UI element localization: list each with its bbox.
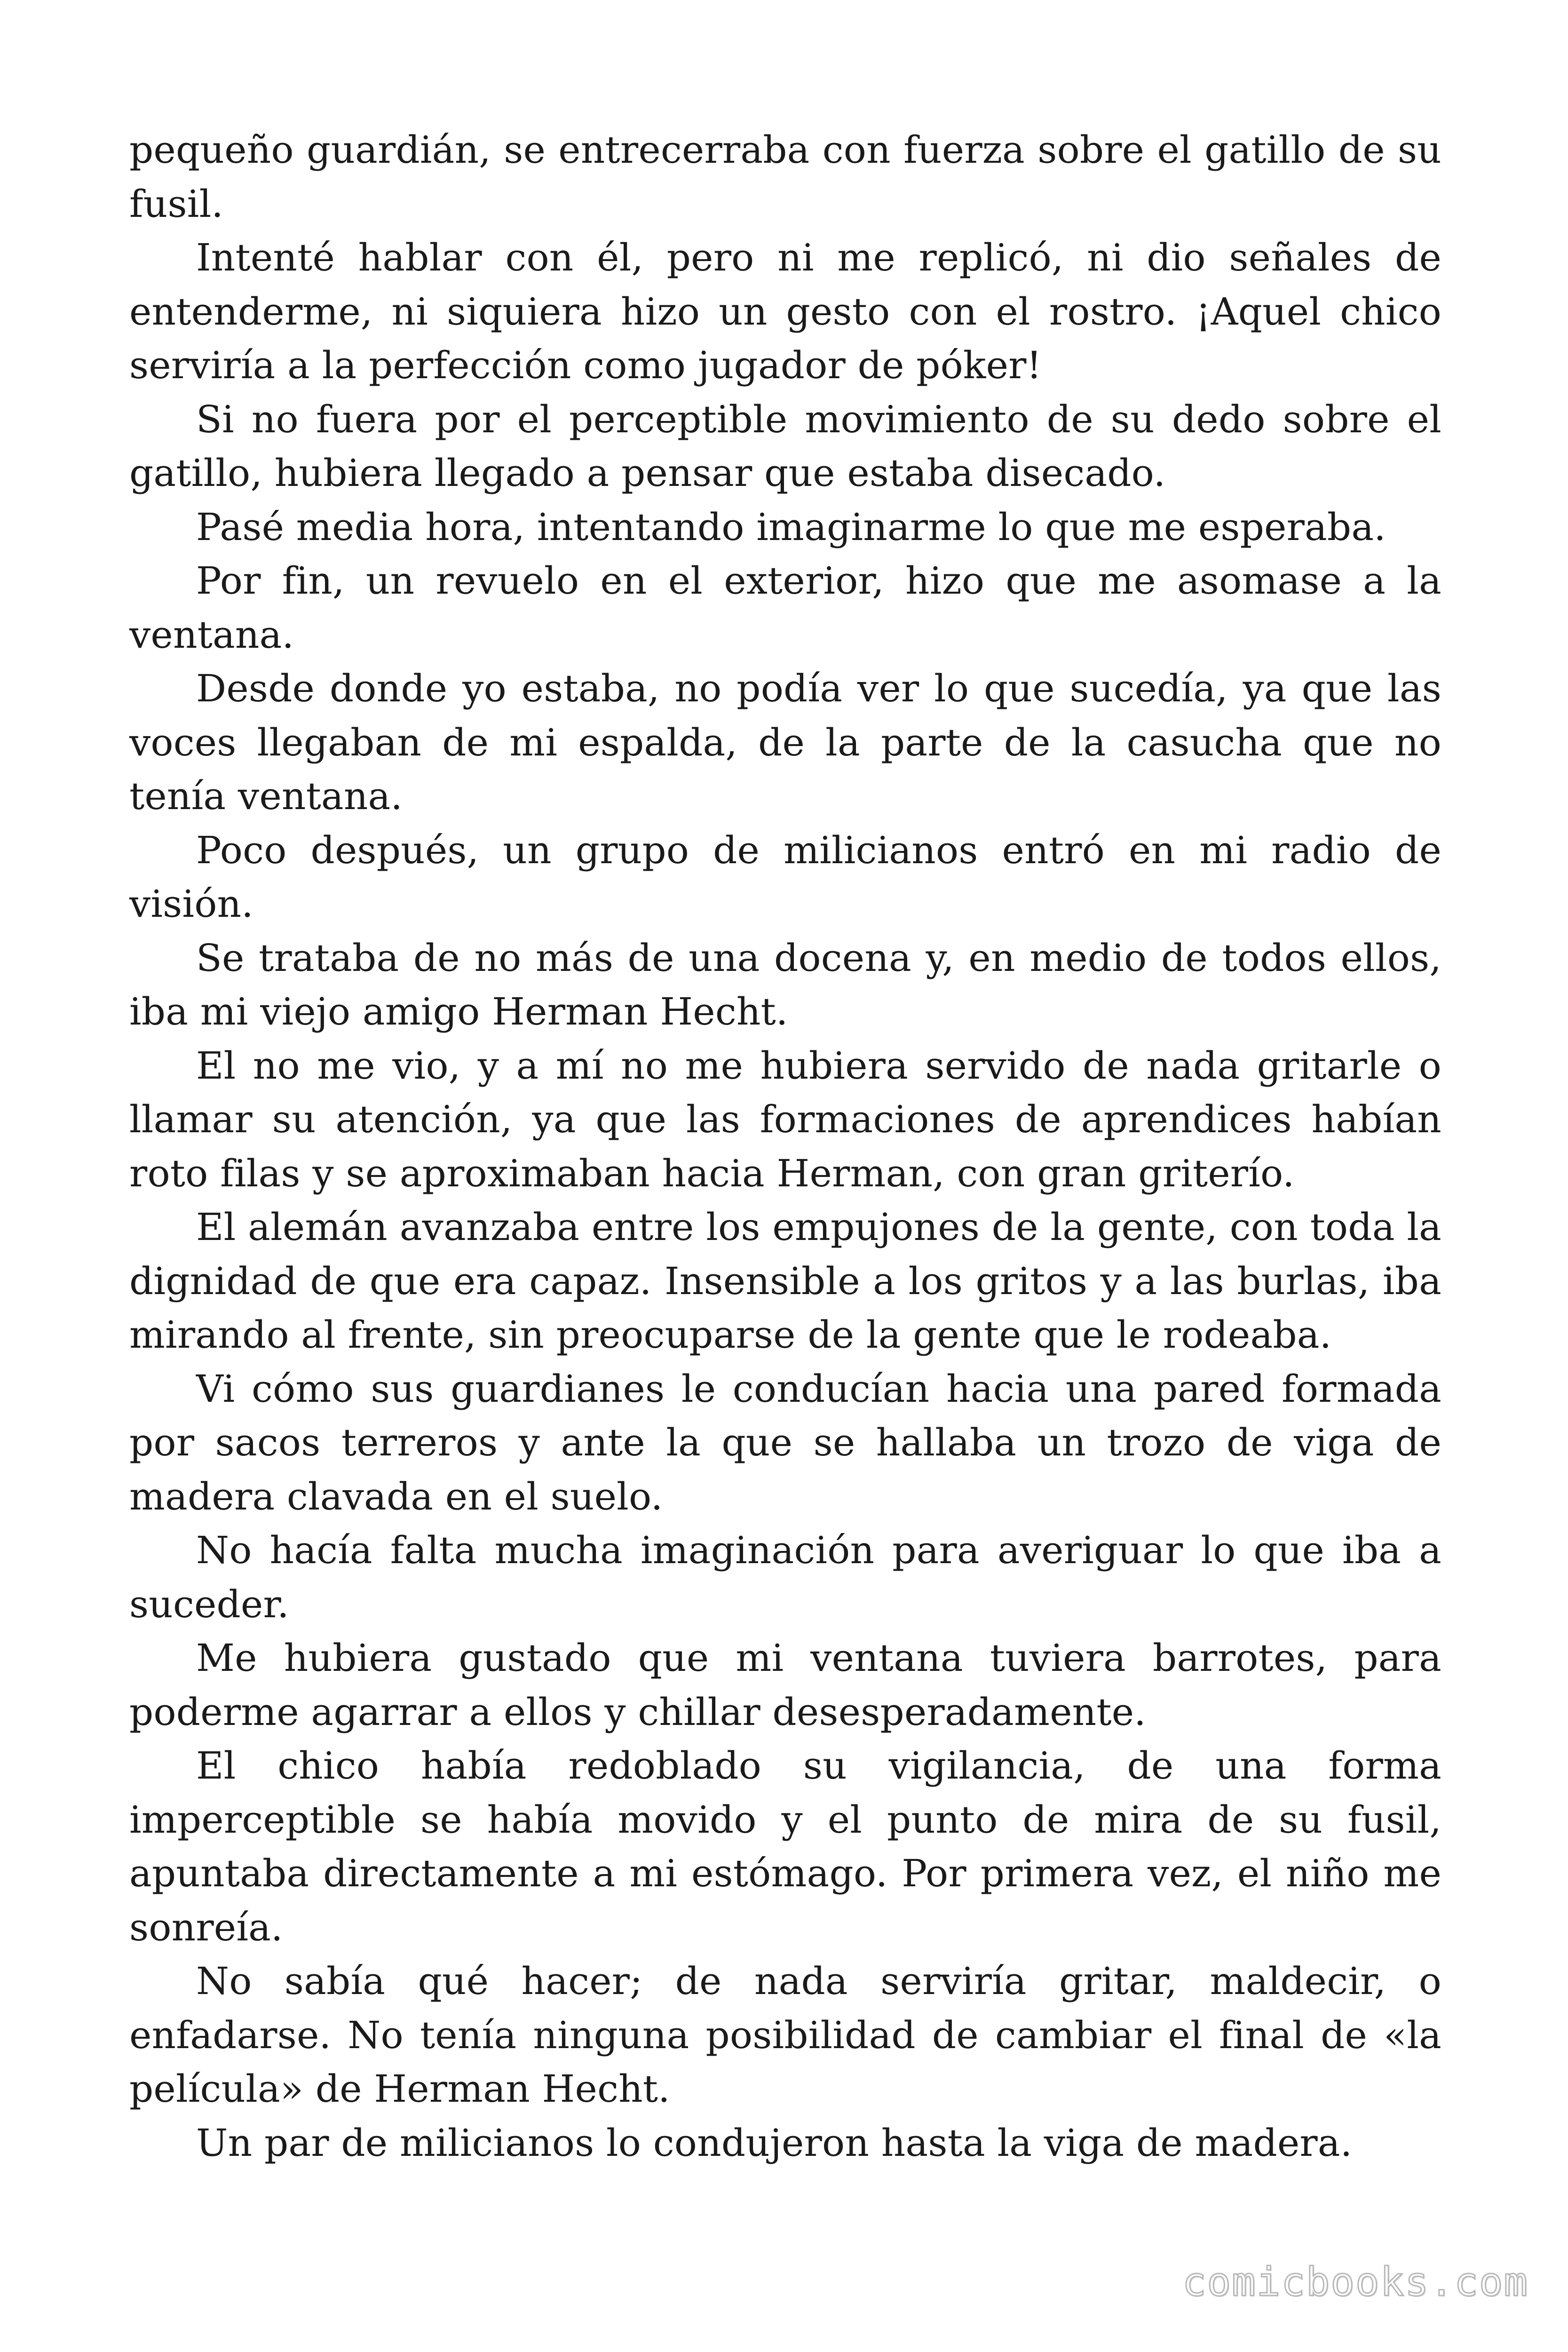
paragraph-7: Poco después, un grupo de milicianos entró en mi radio de visión. <box>129 828 1441 926</box>
paragraph-3: Si no fuera por el perceptible movimiento de su dedo sobre el gatillo, hubiera llegado a pensar que estaba disecado. <box>129 397 1441 495</box>
paragraph-1: pequeño guardián, se entrecerraba con fuerza sobre el gatillo de su fusil. <box>129 128 1441 226</box>
paragraph-10: El alemán avanzaba entre los empujones de la gente, con toda la dignidad de que era capaz. Insensible a los gritos y a las burlas, iba mirando al frente, sin preocuparse de la gente que le rodeaba. <box>129 1205 1441 1357</box>
paragraph-14: El chico había redoblado su vigilancia, de una forma imperceptible se había movido y el punto de mira de su fusil, apuntaba directamente a mi estómago. Por primera vez, el niño me sonreía. <box>129 1744 1441 1949</box>
paragraph-13: Me hubiera gustado que mi ventana tuviera barrotes, para poderme agarrar a ellos y chillar desesperadamente. <box>129 1636 1441 1734</box>
paragraph-16: Un par de milicianos lo condujeron hasta la viga de madera. <box>196 2121 1353 2165</box>
paragraph-11: Vi cómo sus guardianes le conducían hacia una pared formada por sacos terreros y ante la que se hallaba un trozo de viga de madera clavada en el suelo. <box>129 1367 1441 1518</box>
paragraph-5: Por fin, un revuelo en el exterior, hizo que me asomase a la ventana. <box>129 559 1441 657</box>
paragraph-15: No sabía qué hacer; de nada serviría gritar, maldecir, o enfadarse. No tenía ninguna posibilidad de cambiar el final de «la película» de Herman Hecht. <box>129 1959 1441 2111</box>
paragraph-4: Pasé media hora, intentando imaginarme lo que me esperaba. <box>196 505 1386 549</box>
body-text <box>129 123 1441 2170</box>
paragraph-6: Desde donde yo estaba, no podía ver lo que sucedía, ya que las voces llegaban de mi espalda, de la parte de la casucha que no tenía ventana. <box>129 667 1441 818</box>
watermark: comicbooks.com <box>1182 2259 1528 2305</box>
paragraph-8: Se trataba de no más de una docena y, en medio de todos ellos, iba mi viejo amigo Herman Hecht. <box>129 936 1441 1033</box>
paragraph-9: El no me vio, y a mí no me hubiera servido de nada gritarle o llamar su atención, ya que las formaciones de aprendices habían roto filas y se aproximaban hacia Herman, con gran griterío. <box>129 1043 1441 1195</box>
paragraph-12: No hacía falta mucha imaginación para averiguar lo que iba a suceder. <box>129 1528 1441 1626</box>
paragraph-2: Intenté hablar con él, pero ni me replicó, ni dio señales de entenderme, ni siquiera hizo un gesto con el rostro. ¡Aquel chico serviría a la perfección como jugador de póker! <box>129 236 1441 387</box>
